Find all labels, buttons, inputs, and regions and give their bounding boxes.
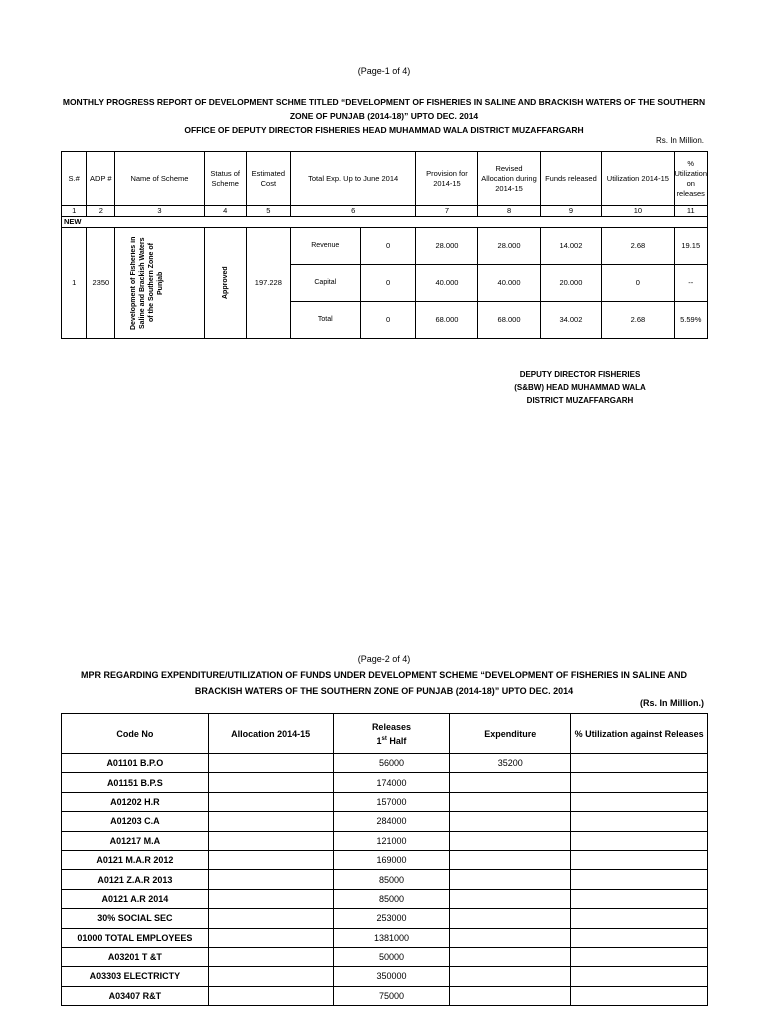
expenditure-cell xyxy=(450,812,571,831)
utilization-cell xyxy=(571,792,708,811)
subrow-revised: 40.000 xyxy=(478,265,540,302)
utilization-cell xyxy=(571,889,708,908)
expenditure-cell xyxy=(450,850,571,869)
allocation-cell xyxy=(208,928,333,947)
table-row xyxy=(62,812,708,831)
page-2-title-line-1: MPR REGARDING EXPENDITURE/UTILIZATION OF FUNDS UNDER DEVELOPMENT SCHEME “DEVELOPMENT OF FISHERIES IN SALINE AND xyxy=(80,670,688,680)
page-2-title xyxy=(40,667,728,699)
code-cell: A0121 A.R 2014 xyxy=(62,889,209,908)
page-2-title-line-2: BRACKISH WATERS OF THE SOUTHERN ZONE OF PUNJAB (2014-18)” UPTO DEC. 2014 xyxy=(194,686,574,696)
header-provision: Provision for 2014-15 xyxy=(416,152,478,206)
header-funds-released: Funds released xyxy=(540,152,602,206)
progress-report-table xyxy=(61,151,708,339)
utilization-cell xyxy=(571,928,708,947)
table-header-row xyxy=(62,714,708,754)
code-cell: 30% SOCIAL SEC xyxy=(62,909,209,928)
table-row xyxy=(62,850,708,869)
expenditure-table xyxy=(61,713,708,1006)
allocation-cell xyxy=(208,792,333,811)
allocation-cell xyxy=(208,831,333,850)
table-header-row xyxy=(62,152,708,206)
code-cell: A01151 B.P.S xyxy=(62,773,209,792)
code-cell: A01203 C.A xyxy=(62,812,209,831)
releases-cell: 1381000 xyxy=(333,928,450,947)
header-adp: ADP # xyxy=(87,152,115,206)
subrow-utilization: 2.68 xyxy=(602,302,674,339)
table-row xyxy=(62,228,708,265)
table-row xyxy=(62,967,708,986)
col-num: 3 xyxy=(115,206,204,217)
signature-line-3: DISTRICT MUZAFFARGARH xyxy=(526,396,634,405)
allocation-cell xyxy=(208,850,333,869)
subrow-utilization: 2.68 xyxy=(602,228,674,265)
header-total-exp: Total Exp. Up to June 2014 xyxy=(290,152,416,206)
column-number-row xyxy=(62,206,708,217)
expenditure-cell xyxy=(450,947,571,966)
subrow-type: Total xyxy=(290,302,360,339)
releases-cell: 85000 xyxy=(333,870,450,889)
releases-cell: 350000 xyxy=(333,967,450,986)
utilization-cell xyxy=(571,831,708,850)
allocation-cell xyxy=(208,947,333,966)
row-status: Approved xyxy=(221,266,229,300)
col-num: 5 xyxy=(246,206,290,217)
header-allocation: Allocation 2014-15 xyxy=(208,714,333,754)
header-utilization: Utilization 2014-15 xyxy=(602,152,674,206)
allocation-cell xyxy=(208,986,333,1005)
expenditure-cell xyxy=(450,986,571,1005)
releases-cell: 56000 xyxy=(333,754,450,773)
expenditure-cell xyxy=(450,967,571,986)
row-sno: 1 xyxy=(62,228,87,339)
col-num: 11 xyxy=(674,206,708,217)
page-1-title-line-3: OFFICE OF DEPUTY DIRECTOR FISHERIES HEAD MUHAMMAD WALA DISTRICT MUZAFFARGARH xyxy=(184,125,584,135)
page-1-title-line-1: MONTHLY PROGRESS REPORT OF DEVELOPMENT SCHME TITLED “DEVELOPMENT OF FISHERIES IN SALINE AND BRACKISH WATERS OF THE SOUTHERN xyxy=(62,97,706,107)
col-num: 1 xyxy=(62,206,87,217)
row-scheme-name: Development of Fisheries in Saline and Brackish Waters of the Southern Zone of Punjab xyxy=(130,236,165,330)
page-2-units: (Rs. In Million.) xyxy=(640,698,704,708)
signature-block xyxy=(505,368,655,407)
allocation-cell xyxy=(208,773,333,792)
utilization-cell xyxy=(571,812,708,831)
row-scheme-name-cell xyxy=(115,228,204,339)
allocation-cell xyxy=(208,870,333,889)
subrow-exp: 0 xyxy=(360,265,416,302)
code-cell: A01101 B.P.O xyxy=(62,754,209,773)
expenditure-cell: 35200 xyxy=(450,754,571,773)
code-cell: A01202 H.R xyxy=(62,792,209,811)
page-1-units: Rs. In Million. xyxy=(655,136,704,145)
table-row xyxy=(62,773,708,792)
section-label: NEW xyxy=(62,217,708,228)
releases-cell: 253000 xyxy=(333,909,450,928)
table-row xyxy=(62,792,708,811)
table-row xyxy=(62,909,708,928)
table-row xyxy=(62,947,708,966)
subrow-released: 20.000 xyxy=(540,265,602,302)
subrow-pct: 19.15 xyxy=(674,228,708,265)
header-name: Name of Scheme xyxy=(115,152,204,206)
col-num: 2 xyxy=(87,206,115,217)
subrow-revised: 68.000 xyxy=(478,302,540,339)
utilization-cell xyxy=(571,773,708,792)
col-num: 6 xyxy=(290,206,416,217)
releases-cell: 284000 xyxy=(333,812,450,831)
utilization-cell xyxy=(571,967,708,986)
header-expenditure: Expenditure xyxy=(450,714,571,754)
subrow-pct: 5.59% xyxy=(674,302,708,339)
page-1-title xyxy=(40,95,728,137)
signature-line-1: DEPUTY DIRECTOR FISHERIES xyxy=(519,370,641,379)
subrow-utilization: 0 xyxy=(602,265,674,302)
subrow-pct: -- xyxy=(674,265,708,302)
table-row xyxy=(62,986,708,1005)
utilization-cell xyxy=(571,909,708,928)
col-num: 10 xyxy=(602,206,674,217)
releases-cell: 169000 xyxy=(333,850,450,869)
table-row xyxy=(62,831,708,850)
header-utilization: % Utilization against Releases xyxy=(571,714,708,754)
header-code: Code No xyxy=(62,714,209,754)
expenditure-cell xyxy=(450,870,571,889)
page-2-label: (Page-2 of 4) xyxy=(357,654,411,664)
subrow-provision: 68.000 xyxy=(416,302,478,339)
utilization-cell xyxy=(571,754,708,773)
header-releases xyxy=(333,714,450,754)
page-1-title-line-2: ZONE OF PUNJAB (2014-18)” UPTO DEC. 2014 xyxy=(289,111,479,121)
row-estimated-cost: 197.228 xyxy=(246,228,290,339)
subrow-revised: 28.000 xyxy=(478,228,540,265)
col-num: 4 xyxy=(204,206,246,217)
expenditure-cell xyxy=(450,831,571,850)
code-cell: A03201 T &T xyxy=(62,947,209,966)
code-cell: A03303 ELECTRICTY xyxy=(62,967,209,986)
releases-cell: 121000 xyxy=(333,831,450,850)
row-status-cell xyxy=(204,228,246,339)
subrow-exp: 0 xyxy=(360,228,416,265)
header-pct-utilization: % Utilization on releases xyxy=(674,152,708,206)
utilization-cell xyxy=(571,986,708,1005)
releases-cell: 174000 xyxy=(333,773,450,792)
table-row xyxy=(62,754,708,773)
utilization-cell xyxy=(571,850,708,869)
subrow-released: 34.002 xyxy=(540,302,602,339)
expenditure-cell xyxy=(450,909,571,928)
code-cell: A03407 R&T xyxy=(62,986,209,1005)
header-sno: S.# xyxy=(62,152,87,206)
subrow-type: Revenue xyxy=(290,228,360,265)
table-row xyxy=(62,889,708,908)
section-row xyxy=(62,217,708,228)
code-cell: A0121 M.A.R 2012 xyxy=(62,850,209,869)
header-revised-allocation: Revised Allocation during 2014-15 xyxy=(478,152,540,206)
subrow-provision: 40.000 xyxy=(416,265,478,302)
allocation-cell xyxy=(208,909,333,928)
expenditure-cell xyxy=(450,773,571,792)
header-releases-label: Releases xyxy=(371,721,411,732)
expenditure-cell xyxy=(450,792,571,811)
col-num: 7 xyxy=(416,206,478,217)
col-num: 8 xyxy=(478,206,540,217)
header-releases-sub: 1st Half xyxy=(376,735,407,746)
releases-cell: 85000 xyxy=(333,889,450,908)
subrow-type: Capital xyxy=(290,265,360,302)
code-cell: 01000 TOTAL EMPLOYEES xyxy=(62,928,209,947)
col-num: 9 xyxy=(540,206,602,217)
code-cell: A01217 M.A xyxy=(62,831,209,850)
expenditure-table-body xyxy=(62,754,708,1006)
subrow-provision: 28.000 xyxy=(416,228,478,265)
allocation-cell xyxy=(208,967,333,986)
utilization-cell xyxy=(571,947,708,966)
table-row xyxy=(62,870,708,889)
signature-line-2: (S&BW) HEAD MUHAMMAD WALA xyxy=(514,383,646,392)
header-estimated-cost: Estimated Cost xyxy=(246,152,290,206)
expenditure-cell xyxy=(450,889,571,908)
releases-cell: 75000 xyxy=(333,986,450,1005)
utilization-cell xyxy=(571,870,708,889)
expenditure-cell xyxy=(450,928,571,947)
allocation-cell xyxy=(208,812,333,831)
page-1-label: (Page-1 of 4) xyxy=(357,66,411,76)
subrow-exp: 0 xyxy=(360,302,416,339)
subrow-released: 14.002 xyxy=(540,228,602,265)
table-row xyxy=(62,928,708,947)
row-adp: 2350 xyxy=(87,228,115,339)
header-status: Status of Scheme xyxy=(204,152,246,206)
code-cell: A0121 Z.A.R 2013 xyxy=(62,870,209,889)
allocation-cell xyxy=(208,889,333,908)
allocation-cell xyxy=(208,754,333,773)
releases-cell: 50000 xyxy=(333,947,450,966)
releases-cell: 157000 xyxy=(333,792,450,811)
